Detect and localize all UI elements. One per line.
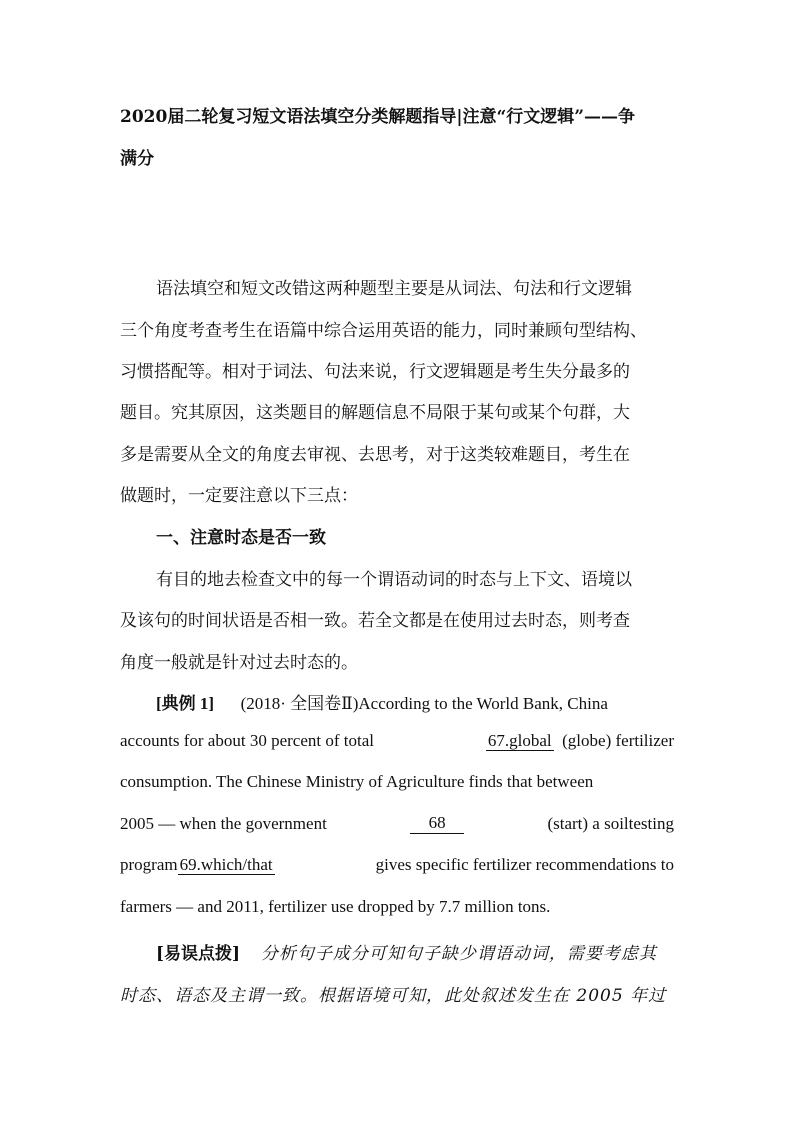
section-heading: 一、注意时态是否一致 (156, 528, 326, 548)
section-body-line-3: 角度一般就是针对过去时态的。 (120, 653, 358, 673)
example-line-2-pre: accounts for about 30 percent of total (120, 731, 374, 750)
example-line-4 (120, 814, 674, 834)
intro-line-5: 多是需要从全文的角度去审视、去思考，对于这类较难题目，考生在 (120, 445, 630, 465)
example-line-5-post: gives specific fertilizer recommendations to (375, 855, 674, 874)
intro-line-1: 语法填空和短文改错这两种题型主要是从词法、句法和行文逻辑 (156, 279, 632, 299)
example-line-3: consumption. The Chinese Ministry of Agriculture finds that between (120, 772, 594, 791)
answer-69: 69.which/that (179, 855, 273, 874)
example-line-2-post: (globe) fertilizer (562, 731, 674, 750)
answer-68-blank: 68 (410, 814, 464, 834)
example-line-2 (120, 731, 674, 751)
tip-line-1 (156, 939, 657, 964)
example-line-6: farmers — and 2011, fertilizer use dropped by 7.7 million tons. (120, 897, 551, 916)
tip-line-2: 时态、语态及主谓一致。根据语境可知，此处叙述发生在 2005 年过 (120, 986, 667, 1006)
answer-67: 67.global (487, 731, 552, 750)
tip-label: [易误点拨] (156, 944, 241, 964)
example-line-5 (120, 855, 674, 875)
intro-line-6: 做题时，一定要注意以下三点： (120, 486, 358, 506)
intro-line-2: 三个角度考查考生在语篇中综合运用英语的能力，同时兼顾句型结构、 (120, 321, 647, 341)
title-line-2: 满分 (120, 149, 154, 169)
example-line-1 (156, 689, 608, 714)
title-line-1: 2020届二轮复习短文语法填空分类解题指导|注意“行文逻辑”——争 (120, 107, 636, 127)
example-line-5-pre: program (120, 855, 178, 874)
tip-text-1: 分析句子成分可知句子缺少谓语动词，需要考虑其 (260, 944, 657, 964)
example-line-4-post: (start) a soiltesting (547, 814, 674, 833)
intro-line-4: 题目。究其原因，这类题目的解题信息不局限于某句或某个句群，大 (120, 403, 630, 423)
section-body-line-2: 及该句的时间状语是否相一致。若全文都是在使用过去时态，则考查 (120, 611, 630, 631)
section-body-line-1: 有目的地去检查文中的每一个谓语动词的时态与上下文、语境以 (156, 570, 632, 590)
document-title (120, 96, 680, 180)
intro-line-3: 习惯搭配等。相对于词法、句法来说，行文逻辑题是考生失分最多的 (120, 362, 630, 382)
example-source: (2018· 全国卷Ⅱ) (240, 694, 359, 713)
example-label: [典例 1] (156, 694, 215, 713)
example-line-1-text: According to the World Bank, China (358, 694, 608, 713)
example-line-4-pre: 2005 — when the government (120, 814, 327, 833)
